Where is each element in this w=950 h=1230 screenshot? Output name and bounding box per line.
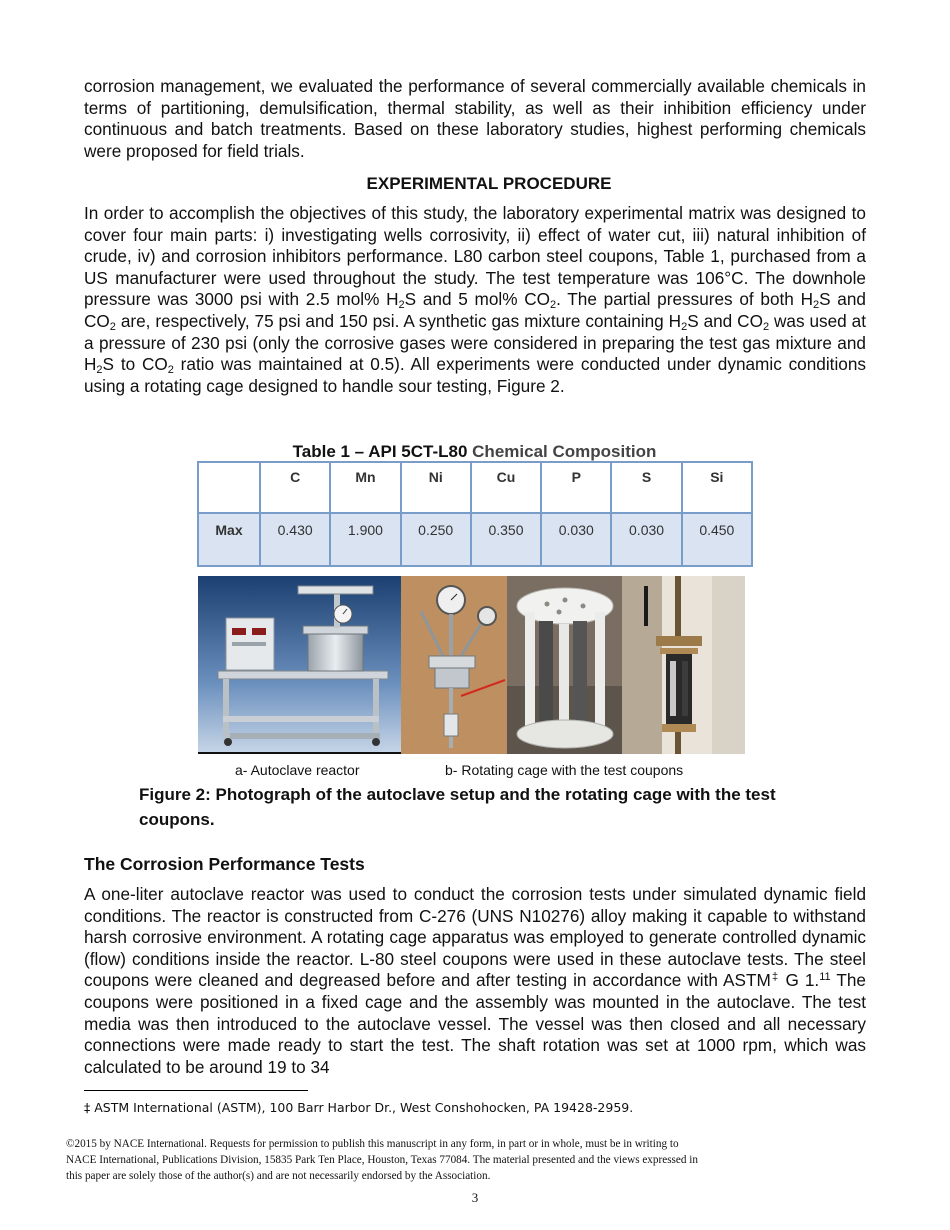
table-header-cell [198, 462, 260, 513]
footnote-divider [84, 1090, 308, 1091]
table-cell: 0.450 [682, 513, 752, 566]
table-header-cell: S [611, 462, 681, 513]
table-header-cell: Cu [471, 462, 541, 513]
table-cell: 0.030 [611, 513, 681, 566]
figure-2a-caption: a- Autoclave reactor [235, 762, 360, 778]
table-header-cell: Si [682, 462, 752, 513]
composition-table [197, 461, 753, 567]
table-1-caption: Table 1 – API 5CT-L80 Chemical Composition [292, 442, 657, 461]
table-header-cell: Ni [401, 462, 471, 513]
mounted-cage-photo [622, 576, 745, 754]
vessel-head-photo [401, 576, 507, 754]
rotating-cage-photo [507, 576, 622, 754]
figure-2b-caption: b- Rotating cage with the test coupons [445, 762, 684, 778]
corrosion-tests-paragraph: A one-liter autoclave reactor was used to conduct the corrosion tests under simulated dynamic field conditions. The reactor is constructed from C-276 (UNS N10276) alloy making it capable to withstand harsh corrosive environment. A rotating cage apparatus was employed to generate controlled dynamic (flow) conditions inside the reactor. L-80 steel coupons were used in these autoclave tests. The steel coupons were cleaned and degreased before and after testing in accordance with ASTM‡ G 1.11 The coupons were positioned in a fixed cage and the assembly was mounted in the autoclave. The test media was then introduced to the autoclave vessel. The vessel was then closed and all necessary connections were made ready to start the test. The shaft rotation was set at 1000 rpm, which was calculated to be around 19 to 34 [84, 884, 866, 1077]
footnote: ‡ ASTM International (ASTM), 100 Barr Harbor Dr., West Conshohocken, PA 19428-2959. [84, 1100, 634, 1115]
table-cell: 1.900 [330, 513, 400, 566]
table-header-cell: Mn [330, 462, 400, 513]
intro-paragraph: corrosion management, we evaluated the performance of several commercially available chemicals in terms of partitioning, demulsification, thermal stability, as well as their inhibition efficiency under continuous and batch treatments. Based on these laboratory studies, highest performing chemicals were proposed for field trials. [84, 76, 866, 161]
experimental-paragraph: In order to accomplish the objectives of this study, the laboratory experimental matrix was designed to cover four main parts: i) investigating wells corrosivity, ii) effect of water cut, iii) natural inhibition of crude, iv) and corrosion inhibitors performance. L80 carbon steel coupons, Table 1, purchased from a US manufacturer were used throughout the study. The test temperature was 106°C. The downhole pressure was 3000 psi with 2.5 mol% $H_2S$ and 5 mol% $CO_2$. The partial pressures of both $H_2S$ and $CO_2$ are, respectively, 75 psi and 150 psi. A synthetic gas mixture containing $H_2S$ and $CO_2$ was used at a pressure of 230 psi (only the corrosive gases were considered in preparing the test gas mixture and $H_2S$ to $CO_2$ ratio was maintained at 0.5). All experiments were conducted under dynamic conditions using a rotating cage designed to handle sour testing, Figure 2. [84, 203, 866, 396]
copyright-notice [66, 1136, 786, 1184]
copyright-line: this paper are solely those of the author(s) and are not necessarily endorsed by the Association. [66, 1170, 491, 1182]
figure-2-caption: Figure 2: Photograph of the autoclave setup and the rotating cage with the test coupons. [139, 785, 776, 829]
autoclave-photo [198, 576, 401, 754]
table-header-row [198, 462, 752, 513]
corrosion-tests-heading: The Corrosion Performance Tests [84, 854, 365, 874]
experimental-heading: EXPERIMENTAL PROCEDURE [366, 174, 612, 193]
page-number: 3 [471, 1190, 479, 1205]
table-header-cell: C [260, 462, 330, 513]
table-cell: 0.350 [471, 513, 541, 566]
table-row [198, 513, 752, 566]
copyright-line: NACE International, Publications Division, 15835 Park Ten Place, Houston, Texas 77084. The material presented and the views expressed in [66, 1154, 698, 1166]
copyright-line: ©2015 by NACE International. Requests for permission to publish this manuscript in any form, in part or in whole, must be in writing to [66, 1138, 679, 1150]
table-row-label: Max [198, 513, 260, 566]
table-cell: 0.250 [401, 513, 471, 566]
table-cell: 0.430 [260, 513, 330, 566]
table-cell: 0.030 [541, 513, 611, 566]
table-header-cell: P [541, 462, 611, 513]
